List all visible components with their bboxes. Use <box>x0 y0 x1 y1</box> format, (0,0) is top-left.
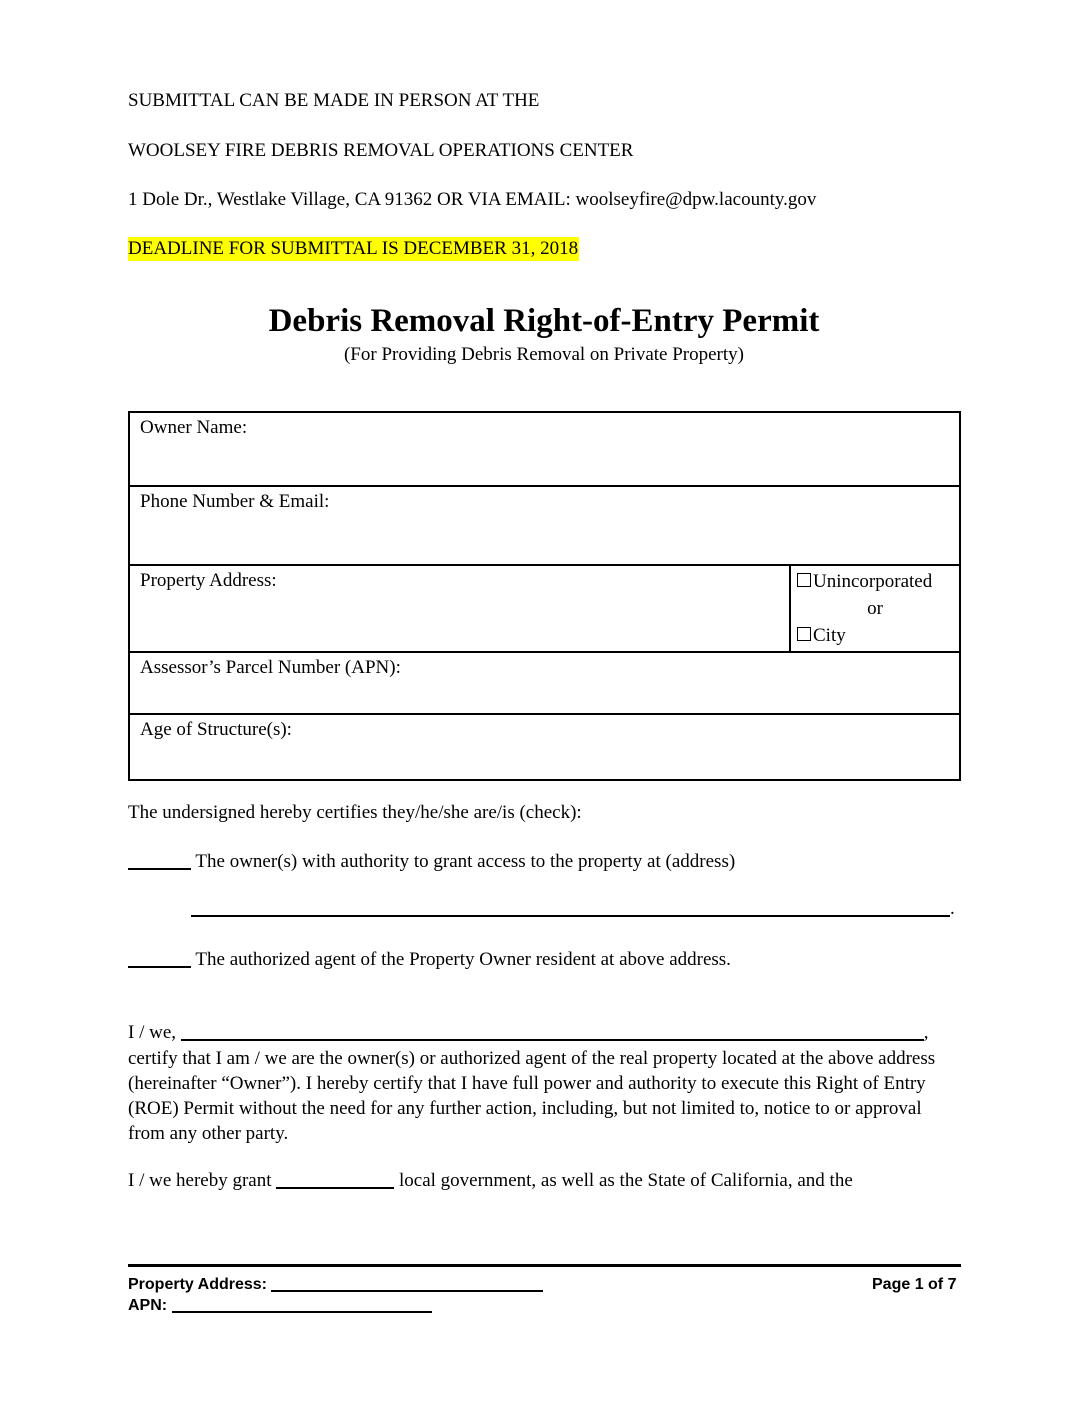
certification-paragraph: certify that I am / we are the owner(s) or authorized agent of the real property located at the above address (hereinafter “Owner”). I hereby certify that I have full power and authority to execute this Right of Entry (ROE) Permit without the need for any further action, including, but not limited to, notice to or approval from any other party. <box>128 1048 936 1144</box>
footer-property-address-label: Property Address: <box>128 1276 267 1293</box>
i-we-suffix: , <box>923 1022 929 1043</box>
agent-certification-option <box>128 949 731 971</box>
property-address-cell <box>129 565 790 652</box>
owner-address-period: . <box>950 898 955 919</box>
deadline-notice <box>128 238 579 260</box>
jurisdiction-cell <box>790 565 960 652</box>
jurisdiction-or-text: or <box>867 598 883 619</box>
footer-apn-label: APN: <box>128 1297 168 1314</box>
city-checkbox[interactable] <box>797 627 811 641</box>
submittal-address-email: 1 Dole Dr., Westlake Village, CA 91362 OR VIA EMAIL: woolseyfire@dpw.lacounty.gov <box>128 189 817 210</box>
page-title: Debris Removal Right-of-Entry Permit <box>268 303 820 339</box>
page-subtitle: (For Providing Debris Removal on Private Property) <box>343 344 744 365</box>
grant-line <box>128 1170 853 1192</box>
phone-email-label: Phone Number & Email: <box>140 491 330 512</box>
apn-label: Assessor’s Parcel Number (APN): <box>140 657 401 678</box>
agent-option-text: The authorized agent of the Property Owner resident at above address. <box>195 949 731 970</box>
phone-email-cell <box>129 486 960 565</box>
unincorporated-label: Unincorporated <box>813 571 933 592</box>
deadline-highlight: DEADLINE FOR SUBMITTAL IS DECEMBER 31, 2018 <box>128 238 579 259</box>
i-we-line <box>128 1022 929 1044</box>
unincorporated-checkbox[interactable] <box>797 573 811 587</box>
certification-intro: The undersigned hereby certifies they/he/she are/is (check): <box>128 802 582 823</box>
city-label: City <box>813 625 846 646</box>
property-address-field[interactable] <box>140 592 779 614</box>
age-of-structures-field[interactable] <box>140 741 949 763</box>
i-we-prefix: I / we, <box>128 1022 177 1043</box>
owner-certification-option <box>128 851 735 873</box>
phone-email-field[interactable] <box>140 513 949 535</box>
grant-prefix: I / we hereby grant <box>128 1170 272 1191</box>
footer-apn-blank[interactable] <box>172 1311 432 1313</box>
footer-divider <box>128 1264 961 1267</box>
owner-address-blank[interactable] <box>191 915 950 917</box>
owner-check-blank[interactable] <box>128 868 191 870</box>
footer-property-address <box>128 1276 543 1294</box>
age-of-structures-cell <box>129 714 960 780</box>
apn-field[interactable] <box>140 679 949 701</box>
footer-property-address-blank[interactable] <box>271 1290 543 1292</box>
page-number: Page 1 of 7 <box>872 1276 957 1293</box>
owner-address-line <box>191 898 955 920</box>
submittal-header-line-2: WOOLSEY FIRE DEBRIS REMOVAL OPERATIONS CENTER <box>128 140 634 161</box>
footer-apn <box>128 1297 432 1315</box>
owner-option-text: The owner(s) with authority to grant access to the property at (address) <box>195 851 736 872</box>
property-info-form <box>128 411 961 781</box>
grant-suffix: local government, as well as the State of California, and the <box>399 1170 853 1191</box>
apn-cell <box>129 652 960 714</box>
owner-name-label: Owner Name: <box>140 417 248 438</box>
city-option[interactable] <box>797 622 953 649</box>
submittal-header-line-1: SUBMITTAL CAN BE MADE IN PERSON AT THE <box>128 90 540 111</box>
property-address-label: Property Address: <box>140 570 277 591</box>
agent-check-blank[interactable] <box>128 966 191 968</box>
grant-blank[interactable] <box>276 1187 394 1189</box>
owner-name-field[interactable] <box>140 439 949 461</box>
i-we-name-blank[interactable] <box>181 1039 924 1041</box>
owner-name-cell <box>129 412 960 486</box>
unincorporated-option[interactable] <box>797 568 953 595</box>
age-of-structures-label: Age of Structure(s): <box>140 719 292 740</box>
